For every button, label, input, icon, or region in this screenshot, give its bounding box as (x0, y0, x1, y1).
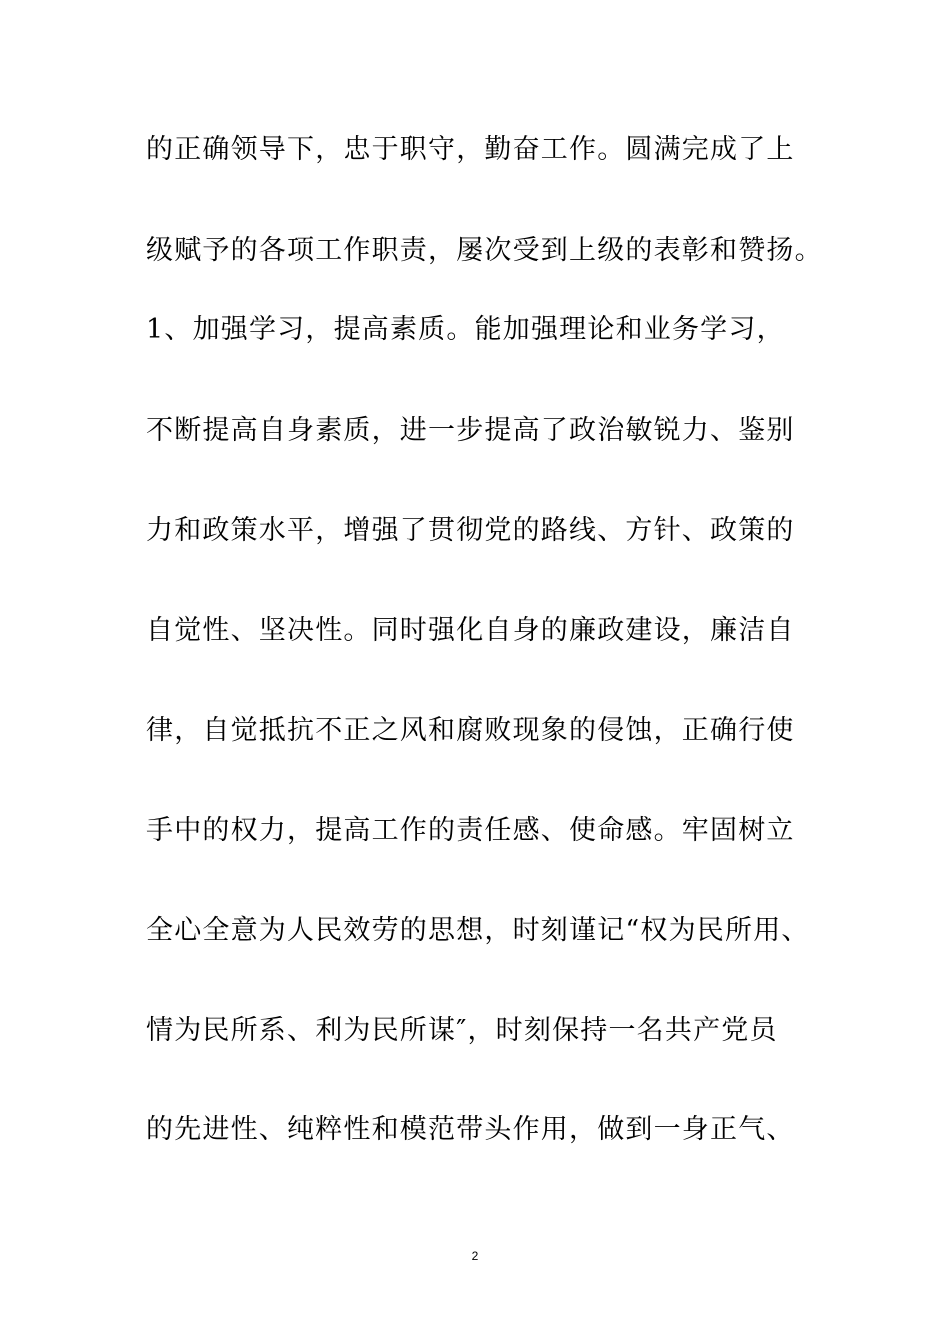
text-line: 的正确领导下，忠于职守，勤奋工作。圆满完成了上 (146, 134, 795, 165)
page-number: 2 (471, 1249, 479, 1263)
text-line: 不断提高自身素质，进一步提高了政治敏锐力、鉴别 (146, 415, 795, 446)
text-line: 自觉性、坚决性。同时强化自身的廉政建设，廉洁自 (146, 615, 795, 646)
text-line: 1、加强学习，提高素质。能加强理论和业务学习， (146, 314, 785, 345)
text-line: 级赋予的各项工作职责，屡次受到上级的表彰和赞扬。 (146, 235, 823, 266)
text-line: 全心全意为人民效劳的思想，时刻谨记“权为民所用、 (146, 915, 810, 946)
text-line: 手中的权力，提高工作的责任感、使命感。牢固树立 (146, 815, 795, 846)
text-line: 情为民所系、利为民所谋″，时刻保持一名共产党员 (146, 1015, 778, 1046)
text-line: 力和政策水平，增强了贯彻党的路线、方针、政策的 (146, 515, 795, 546)
text-line: 律，自觉抵抗不正之风和腐败现象的侵蚀，正确行使 (146, 715, 795, 746)
text-line: 的先进性、纯粹性和模范带头作用，做到一身正气、 (146, 1114, 795, 1145)
